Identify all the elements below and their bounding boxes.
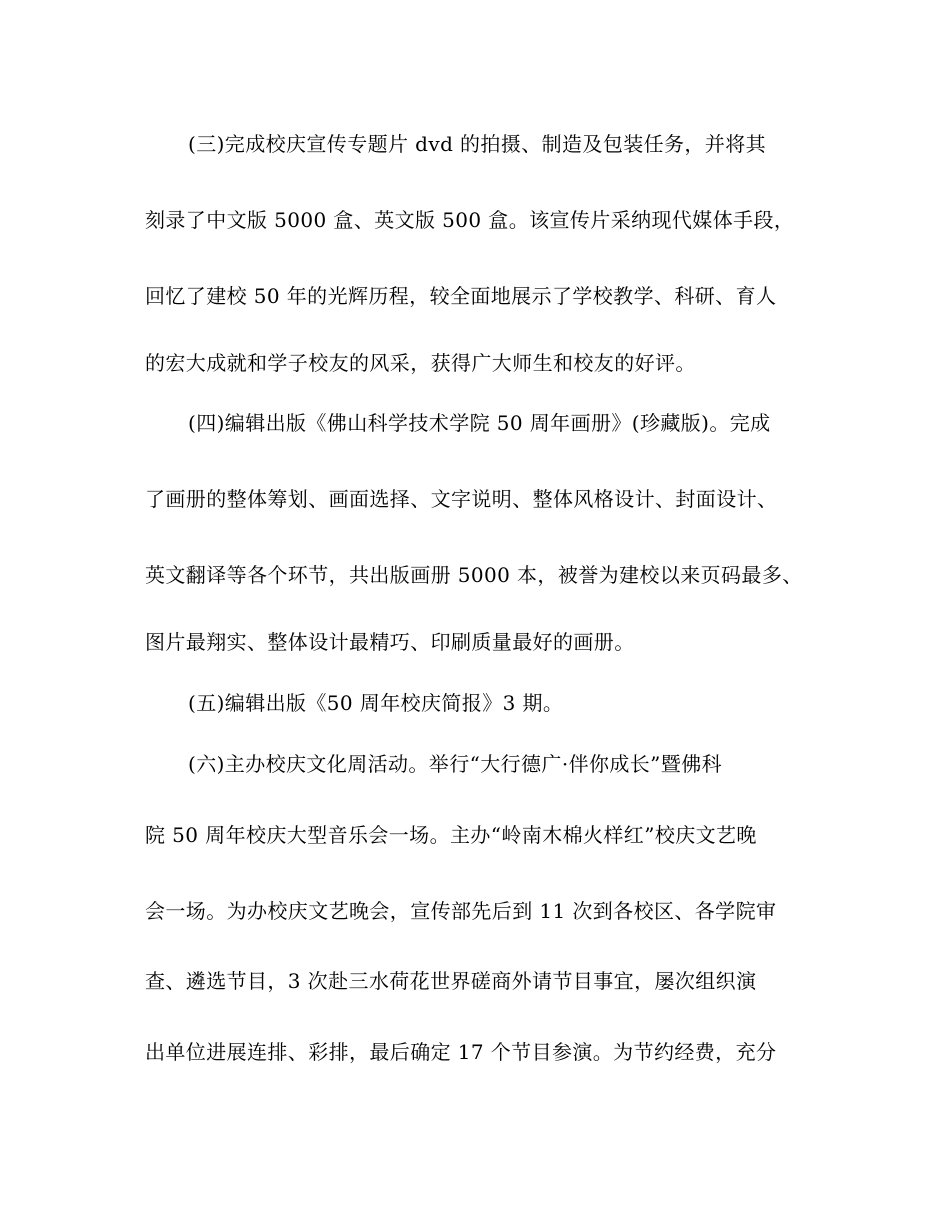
paragraph-4-line-4: 图片最翔实、整体设计最精巧、印刷质量最好的画册。 (145, 630, 635, 654)
paragraph-6-line-5: 出单位进展连排、彩排，最后确定 17 个节目参演。为节约经费，充分 (145, 1040, 777, 1064)
paragraph-4-line-2: 了画册的整体筹划、画面选择、文字说明、整体风格设计、封面设计、 (145, 487, 778, 511)
paragraph-6-line-1: (六)主办校庆文化周活动。举行“大行德广·伴你成长”暨佛科 (188, 752, 723, 776)
paragraph-4-line-1: (四)编辑出版《佛山科学技术学院 50 周年画册》(珍藏版)。完成 (188, 411, 771, 435)
paragraph-6-line-4: 查、遴选节目，3 次赴三水荷花世界磋商外请节目事宜，屡次组织演 (145, 969, 757, 993)
paragraph-3-line-2: 刻录了中文版 5000 盒、英文版 500 盒。该宣传片采纳现代媒体手段， (145, 208, 795, 232)
paragraph-6-line-2: 院 50 周年校庆大型音乐会一场。主办“岭南木棉火样红”校庆文艺晚 (145, 823, 757, 847)
paragraph-4-line-3: 英文翻译等各个环节，共出版画册 5000 本，被誉为建校以来页码最多、 (145, 563, 803, 587)
paragraph-5-line-1: (五)编辑出版《50 周年校庆简报》3 期。 (188, 691, 564, 715)
paragraph-6-line-3: 会一场。为办校庆文艺晚会，宣传部先后到 11 次到各校区、各学院审 (145, 899, 777, 923)
paragraph-3-line-4: 的宏大成就和学子校友的风采，获得广大师生和校友的好评。 (145, 351, 696, 375)
paragraph-3-line-1: (三)完成校庆宣传专题片 dvd 的拍摄、制造及包装任务，并将其 (188, 132, 767, 156)
paragraph-3-line-3: 回忆了建校 50 年的光辉历程，较全面地展示了学校教学、科研、育人 (145, 284, 777, 308)
